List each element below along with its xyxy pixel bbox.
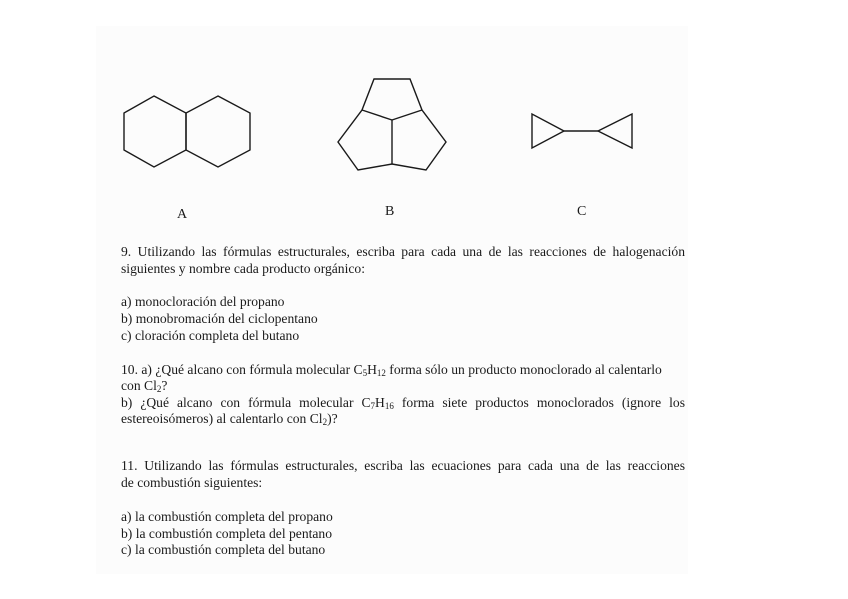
q10a2-sub: 2 [156,384,162,394]
question-11-item-a: a) la combustión completa del propano [121,509,333,524]
q10a-text-post: forma sólo un producto monoclorado al calentarlo [385,362,662,377]
question-10-b-line-1 [121,395,685,411]
question-10-b-line-2 [121,411,685,427]
structure-b-bond [392,110,422,120]
question-11-line-2: de combustión siguientes: [121,475,263,490]
q10b-text-post: forma siete productos monoclorados (ignore los [393,395,685,410]
q10a2-text-pre: con Cl [121,378,157,393]
structure-a-label: A [177,207,188,222]
q10a-text-h: H [367,362,377,377]
q10b-sub-h: 16 [384,401,394,411]
q10b-text-pre: b) ¿Qué alcano con fórmula molecular C [121,395,371,410]
q10a-text-pre: 10. a) ¿Qué alcano con fórmula molecular C [121,362,363,377]
structure-a-right-ring [186,96,250,167]
question-9-item-a: a) monocloración del propano [121,294,285,309]
structure-b-label: B [385,204,395,219]
question-10-a-line-1 [121,362,685,378]
q10b-sub-c: 7 [370,401,376,411]
structure-b-fused-pentagons [332,76,452,176]
question-9-line-1: 9. Utilizando las fórmulas estructurales, escriba para cada una de las reacciones de halogenación [121,244,685,259]
structure-c-right-ring [598,114,632,148]
question-11-item-c: c) la combustión completa del butano [121,542,326,557]
question-11-item-b: b) la combustión completa del pentano [121,526,333,541]
structure-c-bicyclopropyl [528,110,638,152]
structure-a-fused-hexagons [120,92,256,170]
structure-a-left-ring [124,96,186,167]
q10a2-text-post: ? [161,378,168,393]
q10b2-sub: 2 [322,417,328,427]
question-11-line-1: 11. Utilizando las fórmulas estructurales, escriba las ecuaciones para cada una de las reacciones [121,458,685,473]
question-9-item-b: b) monobromación del ciclopentano [121,311,318,326]
q10a-sub-h: 12 [376,368,386,378]
q10b-text-h: H [375,395,385,410]
q10b2-text-pre: estereoisómeros) al calentarlo con Cl [121,411,323,426]
structure-b-bond [362,110,392,120]
q10a-sub-c: 5 [362,368,368,378]
question-9-line-2: siguientes y nombre cada producto orgánico: [121,261,365,276]
question-10-a-line-2 [121,378,685,394]
question-9-item-c: c) cloración completa del butano [121,328,300,343]
structure-c-label: C [577,204,587,219]
q10b2-text-post: )? [327,411,338,426]
structure-c-left-ring [532,114,564,148]
